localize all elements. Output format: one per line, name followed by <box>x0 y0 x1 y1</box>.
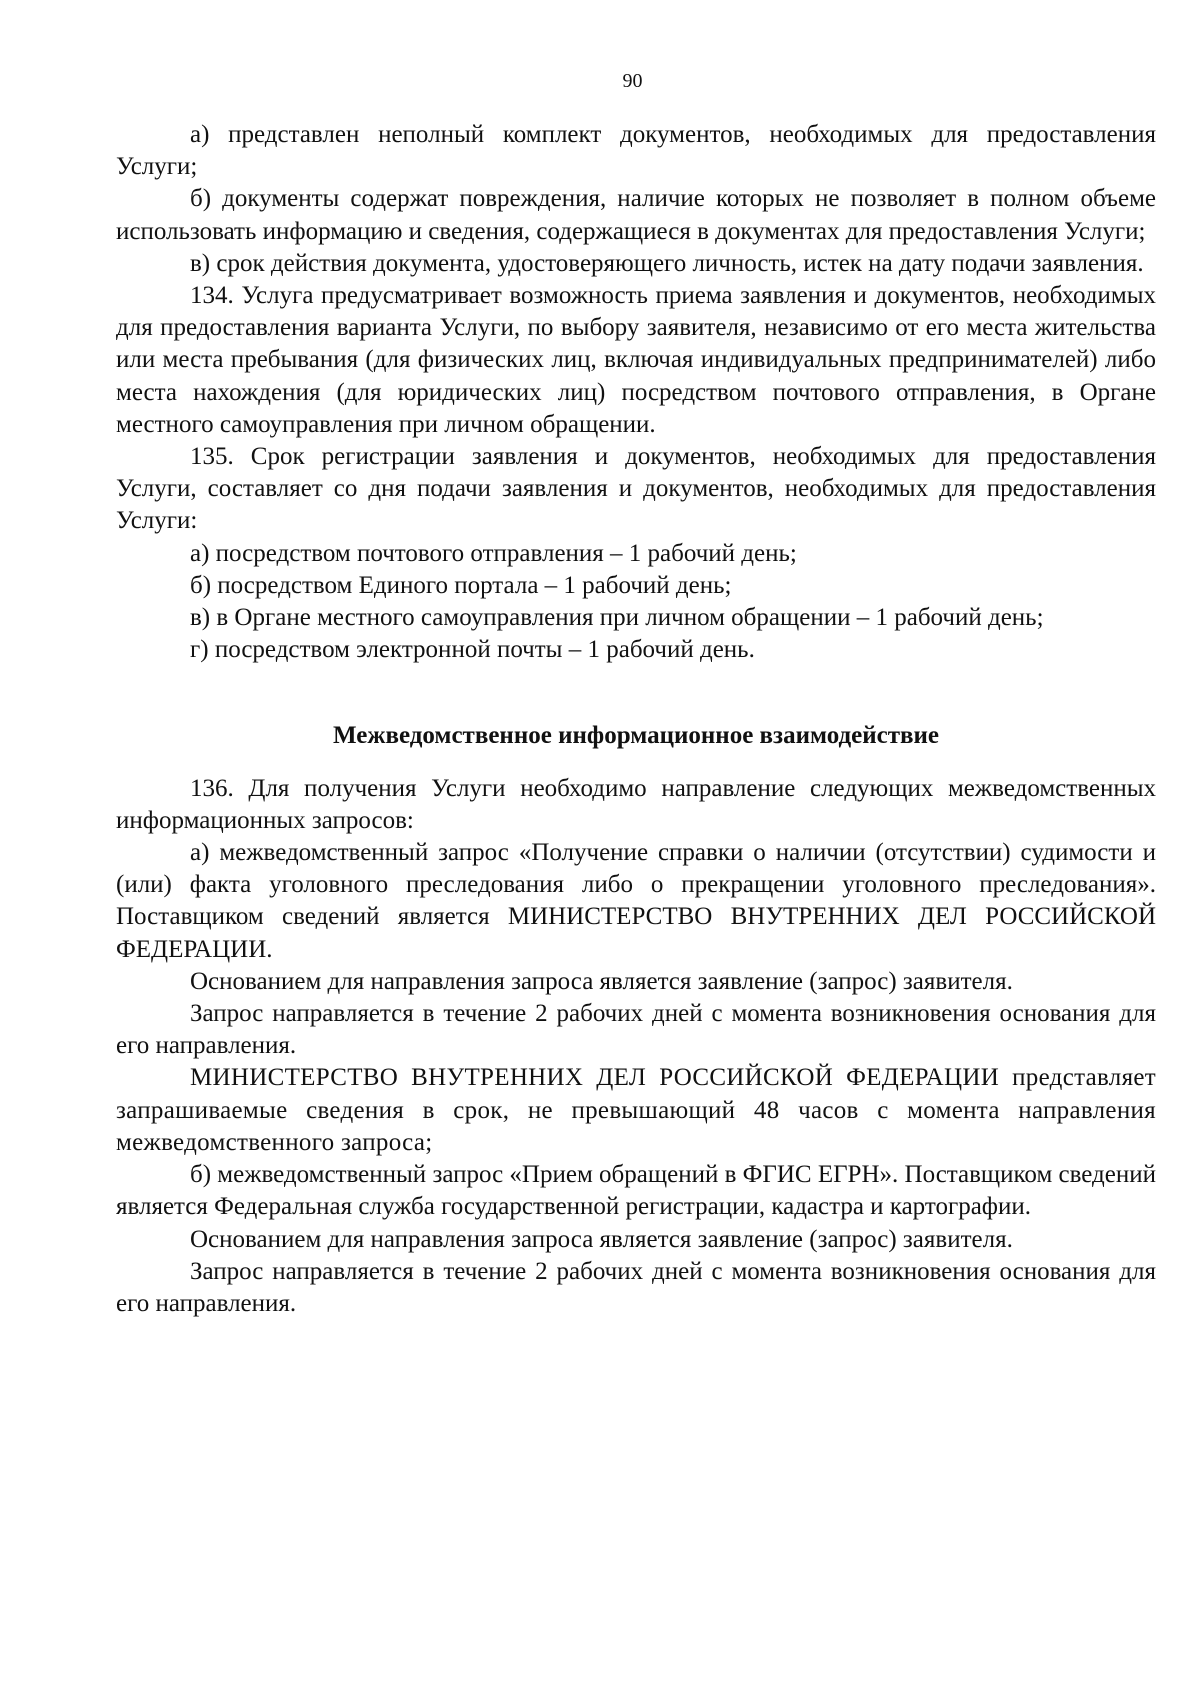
paragraph-deadline-2: Запрос направляется в течение 2 рабочих дней с момента возникновения основания для его направления. <box>116 1257 1156 1317</box>
paragraph-136-item-b: б) межведомственный запрос «Прием обращений в ФГИС ЕГРН». Поставщиком сведений является Федеральная служба государственной регистрации, кадастра и картографии. <box>116 1161 1156 1221</box>
paragraph-ministry-response: МИНИСТЕРСТВО ВНУТРЕННИХ ДЕЛ РОССИЙСКОЙ ФЕДЕРАЦИИ представляет запрашиваемые сведения в срок, не превышающий 48 часов с момента направления межведомственного запроса; <box>116 1064 1156 1156</box>
paragraph-basis-2: Основанием для направления запроса является заявление (запрос) заявителя. <box>190 1225 1013 1253</box>
paragraph-basis-1: Основанием для направления запроса является заявление (запрос) заявителя. <box>190 967 1013 995</box>
section-heading: Межведомственное информационное взаимодействие <box>333 722 939 750</box>
paragraph-item-v-expired-id: в) срок действия документа, удостоверяющего личность, истек на дату подачи заявления. <box>190 249 1144 277</box>
page-number: 90 <box>622 70 643 92</box>
paragraph-135-item-g: г) посредством электронной почты – 1 рабочий день. <box>190 636 755 664</box>
paragraph-136-item-a: а) межведомственный запрос «Получение справки о наличии (отсутствии) судимости и (или) факта уголовного преследования либо о прекращении уголовного преследования». Поставщиком сведений является МИНИСТЕРСТВО ВНУТРЕННИХ ДЕЛ РОССИЙСКОЙ ФЕДЕРАЦИИ. <box>116 839 1156 963</box>
document-body <box>116 119 1156 1320</box>
paragraph-item-b-damaged-documents: б) документы содержат повреждения, наличие которых не позволяет в полном объеме использовать информацию и сведения, содержащиеся в документах для предоставления Услуги; <box>116 185 1156 245</box>
paragraph-135-item-a: а) посредством почтового отправления – 1 рабочий день; <box>190 539 797 567</box>
paragraph-136: 136. Для получения Услуги необходимо направление следующих межведомственных информационных запросов: <box>116 774 1156 834</box>
paragraph-134: 134. Услуга предусматривает возможность приема заявления и документов, необходимых для предоставления варианта Услуги, по выбору заявителя, независимо от его места жительства или места пребывания (для физических лиц, включая индивидуальных предпринимателей) либо места нахождения (для юридических лиц) посредством почтового отправления, в Органе местного самоуправления при личном обращении. <box>116 282 1156 438</box>
paragraph-135-item-b: б) посредством Единого портала – 1 рабочий день; <box>190 571 732 599</box>
paragraph-135: 135. Срок регистрации заявления и документов, необходимых для предоставления Услуги, составляет со дня подачи заявления и документов, необходимых для предоставления Услуги: <box>116 443 1156 535</box>
paragraph-135-item-v: в) в Органе местного самоуправления при личном обращении – 1 рабочий день; <box>190 604 1044 632</box>
paragraph-item-a-incomplete-set: а) представлен неполный комплект документов, необходимых для предоставления Услуги; <box>116 121 1156 181</box>
paragraph-deadline-1: Запрос направляется в течение 2 рабочих дней с момента возникновения основания для его направления. <box>116 1000 1156 1060</box>
